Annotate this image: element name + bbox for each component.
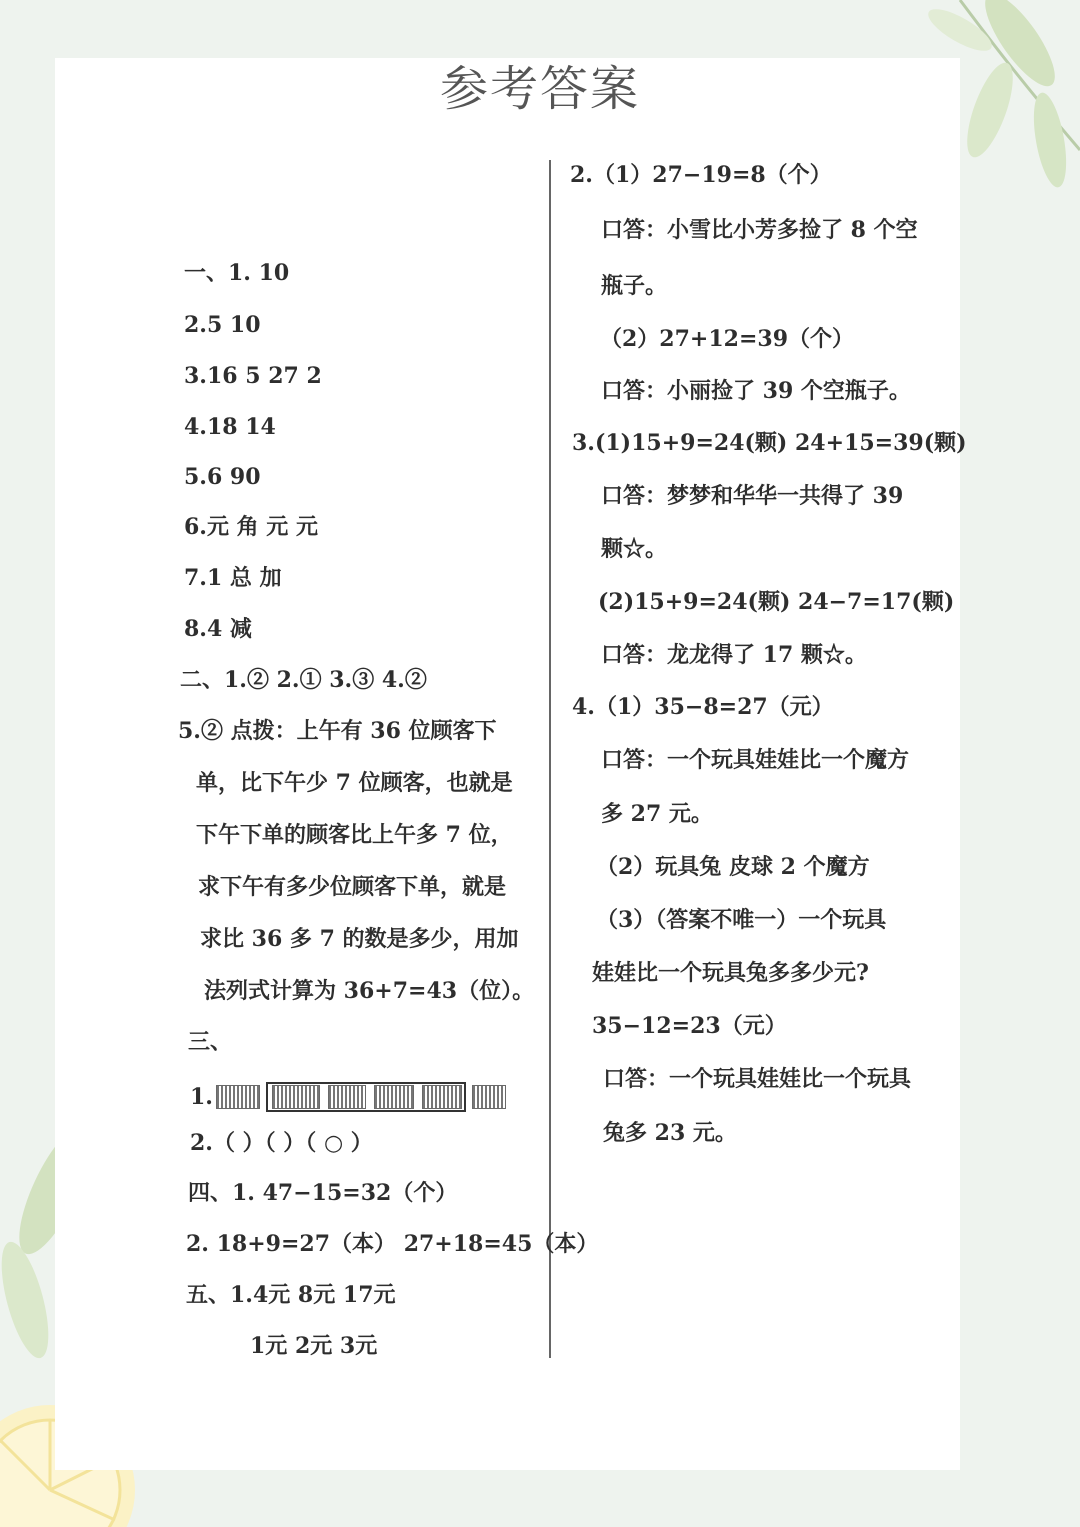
page-title: 参考答案 [439,61,640,117]
answer-line: 三、 [188,1029,233,1055]
answer-line: 口答：龙龙得了 17 颗☆。 [601,642,867,668]
answer-line: 5.② 点拨：上午有 36 位顾客下 [178,718,497,744]
answer-line: 口答：梦梦和华华一共得了 39 [601,483,904,509]
answer-line: 2.5 10 [184,312,261,338]
answer-line: 一、1. 10 [184,260,290,286]
answer-line: 4.（1）35−8=27（元） [572,694,834,720]
answer-line: 二、1.② 2.① 3.③ 4.② [180,667,427,693]
answer-line: 求下午有多少位顾客下单，就是 [198,874,507,900]
answer-line: 口答：小丽捡了 39 个空瓶子。 [601,378,911,404]
answer-line: 8.4 减 [184,616,252,642]
answer-line: 瓶子。 [601,273,668,299]
answer-line: 口答：一个玩具娃娃比一个魔方 [601,747,910,773]
answer-line: 35−12=23（元） [592,1013,787,1039]
answer-line: （3）（答案不唯一）一个玩具 [596,907,887,933]
answer-line: 3.16 5 27 2 [184,363,322,389]
answer-line: 口答：一个玩具娃娃比一个玩具 [603,1066,912,1092]
answer-line: 4.18 14 [184,414,276,440]
answer-line: 口答：小雪比小芳多捡了 8 个空 [601,217,918,243]
answer-line: 7.1 总 加 [184,565,282,591]
answer-line: 1元 2元 3元 [250,1333,378,1359]
answer-line: 娃娃比一个玩具兔多多少元? [592,960,869,986]
answer-line: 兔多 23 元。 [603,1120,737,1146]
answer-line: 1. [190,1084,213,1110]
answer-line: 下午下单的顾客比上午多 7 位， [196,822,513,848]
answer-line: (2)15+9=24(颗) 24−7=17(颗) [598,589,955,615]
answer-line: 求比 36 多 7 的数是多少，用加 [200,926,519,952]
answer-line: 多 27 元。 [601,801,713,827]
answer-line: 颗☆。 [601,536,668,562]
answer-line: （2）玩具兔 皮球 2 个魔方 [596,854,870,880]
column-divider [549,160,551,1358]
answer-line: 5.6 90 [184,464,261,490]
answer-line: 2.（ ）（ ）（ ○ ） [190,1130,373,1156]
answer-line: 6.元 角 元 元 [184,514,318,540]
answer-line: 法列式计算为 36+7=43（位）。 [204,978,535,1004]
answer-line: （2）27+12=39（个） [600,326,855,352]
answer-line: 五、1.4元 8元 17元 [186,1282,396,1308]
answer-line: 2.（1）27−19=8（个） [570,162,832,188]
selected-frame [266,1082,466,1112]
answer-line: 单，比下午少 7 位顾客，也就是 [196,770,513,796]
answer-line: 3.(1)15+9=24(颗) 24+15=39(颗) [572,430,967,456]
answer-line: 2. 18+9=27（本） 27+18=45（本） [186,1231,599,1257]
answer-line: 四、1. 47−15=32（个） [188,1180,458,1206]
